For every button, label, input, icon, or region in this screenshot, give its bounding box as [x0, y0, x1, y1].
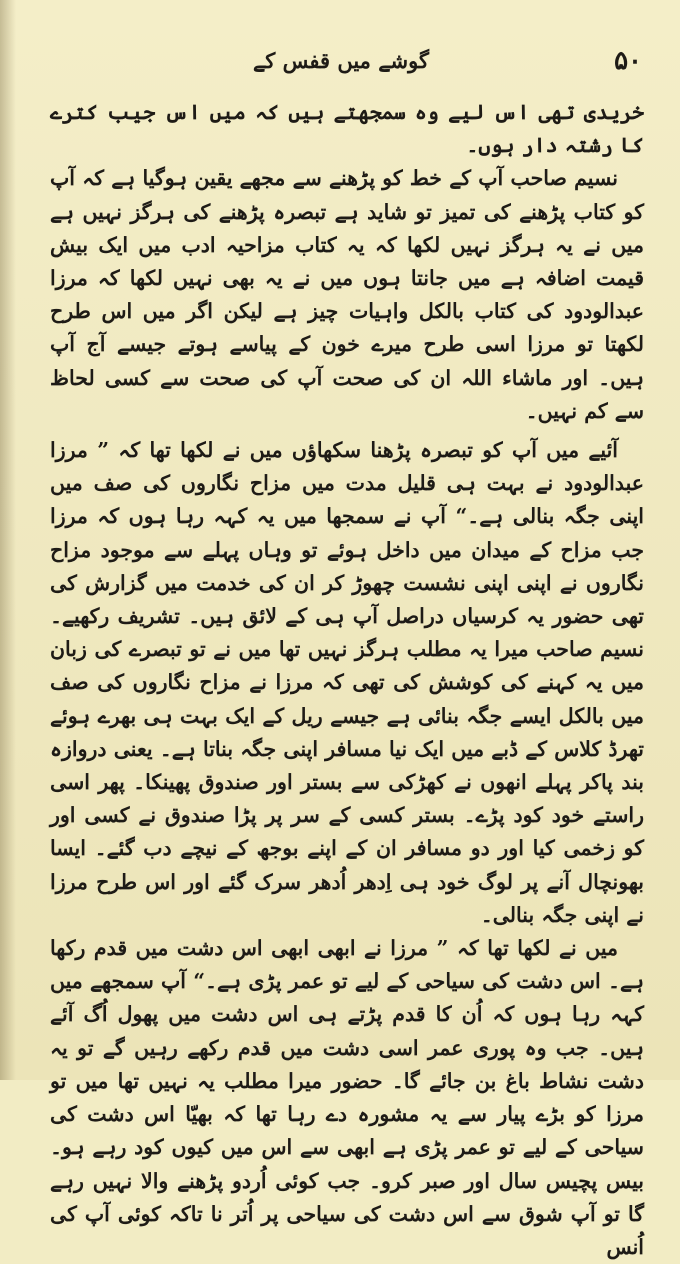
page-number: ۵۰ — [614, 46, 642, 76]
binding-shadow — [0, 0, 16, 1080]
paragraph: میں نے لکھا تھا کہ ” مرزا نے ابھی ابھی اس دشت میں قدم رکھا ہے۔ اس دشت کی سیاحی کے لیے تو عمر پڑی ہے۔“ آپ سمجھے میں کہہ رہا ہوں کہ اُن کا قدم پڑتے ہی اس دشت میں پھول اُگ آئے ہیں۔ جب وہ پوری عمر اسی دشت میں قدم رکھے رہیں گے تو یہ دشت نشاط باغ بن جائے گا۔ حضور میرا مطلب یہ نہیں تھا میں تو مرزا کو بڑے پیار سے یہ مشورہ دے رہا تھا کہ بھیّا اس دشت کی سیاحی کے لیے تو عمر پڑی ہے ابھی سے اس میں کیوں کود رہے ہو۔ بیس پچیس سال اور صبر کرو۔ جب کوئی اُردو پڑھنے والا نہیں رہے گا تو آپ شوق سے اس دشت کی سیاحی پر اُتر نا تاکہ کوئی آپ کی اُنس — [50, 936, 644, 1259]
body-text — [50, 96, 644, 1264]
paragraph: آئیے میں آپ کو تبصرہ پڑھنا سکھاؤں میں نے لکھا تھا کہ ” مرزا عبدالودود نے بہت ہی قلیل مدت میں مزاح نگاروں کی صف میں اپنی جگہ بنالی ہے۔“ آپ نے سمجھا میں یہ کہہ رہا ہوں کہ مرزا جب مزاح کے میدان میں داخل ہوئے تو وہاں پہلے سے موجود مزاح نگاروں نے اپنی اپنی نشست چھوڑ کر ان کی خدمت میں گزارش کی تھی حضور یہ کرسیاں دراصل آپ ہی کے لائق ہیں۔ تشریف رکھیے۔ نسیم صاحب میرا یہ مطلب ہرگز نہیں تھا میں نے تو تبصرے کی زبان میں یہ کہنے کی کوشش کی تھی کہ مرزا نے مزاح نگاروں کی صف میں بالکل ایسے جگہ بنائی ہے جیسے ریل کے ایک بہت ہی بھرے ہوئے تھرڈ کلاس کے ڈبے میں ایک نیا مسافر اپنی جگہ بناتا ہے۔ یعنی دروازہ بند پاکر پہلے انھوں نے کھڑکی سے بستر اور صندوق پھینکا۔ پھر اسی راستے خود کود پڑے۔ بستر کسی کے سر پر پڑا صندوق نے کسی اور کو زخمی کیا اور دو مسافر ان کے اپنے بوجھ کے نیچے دب گئے۔ ایسا بھونچال آنے پر لوگ خود ہی اِدھر اُدھر سرک گئے اور اس طرح مرزا نے اپنی جگہ بنالی۔ — [50, 438, 644, 927]
paragraph: نسیم صاحب آپ کے خط کو پڑھنے سے مجھے یقین ہوگیا ہے کہ آپ کو کتاب پڑھنے کی تمیز تو شاید ہے تبصرہ پڑھنے کی ہرگز نہیں ہے میں نے یہ ہرگز نہیں لکھا کہ یہ کتاب مزاحیہ ادب میں ایک بیش قیمت اضافہ ہے میں جانتا ہوں میں نے یہ بھی نہیں لکھا کہ مرزا عبدالودود کی کتاب بالکل واہیات چیز ہے لیکن اگر میں اس طرح لکھتا تو مرزا اسی طرح میرے خون کے پیاسے ہوتے جیسے آج آپ ہیں۔ اور ماشاء اللہ ان کی صحت آپ کی صحت سے کسی لحاظ سے کم نہیں۔ — [50, 166, 644, 423]
page-header — [40, 46, 642, 86]
running-title: گوشے میں قفس کے — [253, 48, 429, 73]
paragraph: خریدی تھی اس لیے وہ سمجھتے ہیں کہ میں اس جیب کترے کا رشتہ دار ہوں۔ — [50, 100, 644, 158]
